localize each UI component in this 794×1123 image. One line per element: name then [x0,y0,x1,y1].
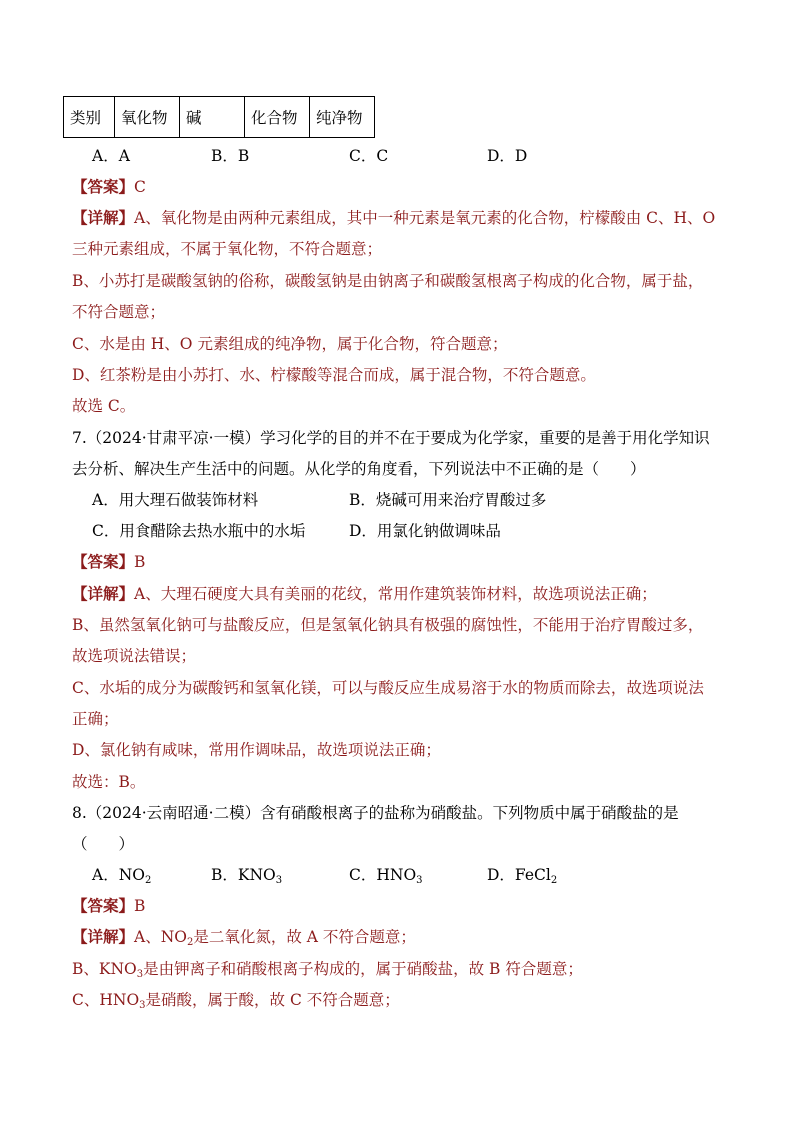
q7-detail-line: D、氯化钠有咸味，常用作调味品，故选项说法正确； [72,741,441,759]
q7-option-d: D．用氯化钠做调味品 [349,522,501,540]
table-row [64,97,375,138]
q7-detail-line: 正确； [72,710,119,728]
answer-tag: 【答案】 [72,552,135,571]
q8-detail-line: C、$HNO_3$是硝酸，属于酸，故 C 不符合题意； [72,991,400,1011]
q6-detail-line: B、小苏打是碳酸氢钠的俗称，碳酸氢钠是由钠离子和碳酸氢根离子构成的化合物，属于盐， [72,272,704,290]
q6-answer [72,177,146,197]
detail-tag: 【详解】 [72,927,135,946]
q8-option-b: B．$KNO_3$ [211,866,283,886]
q8-answer [72,896,145,916]
q8-detail-line: B、$KNO_3$是由钾离子和硝酸根离子构成的，属于硝酸盐，故 B 符合题意； [72,960,583,980]
detail-tag: 【详解】 [72,584,135,603]
detail-text: A、氧化物是由两种元素组成，其中一种元素是氧元素的化合物，柠檬酸由 C、H、O [134,209,716,227]
table-cell: 纯净物 [310,97,375,138]
q6-option-d: D．D [487,147,528,165]
detail-text: A、大理石硬度大具有美丽的花纹，常用作建筑装饰材料，故选项说法正确； [134,585,657,603]
q7-detail-line: C、水垢的成分为碳酸钙和氢氧化镁，可以与酸反应生成易溶于水的物质而除去，故选项说法 [72,679,704,697]
q6-detail-line: 不符合题意； [72,303,166,321]
q6-option-c: C．C [349,147,389,165]
q7-detail-line: B、虽然氢氧化钠可与盐酸反应，但是氢氧化钠具有极强的腐蚀性，不能用于治疗胃酸过多， [72,616,704,634]
q6-detail-line [72,208,715,228]
q7-answer [72,552,145,572]
q7-option-b: B．烧碱可用来治疗胃酸过多 [349,491,547,509]
table-cell: 碱 [180,97,245,138]
q6-option-b: B．B [211,147,250,165]
q6-detail-line: 三种元素组成，不属于氧化物，不符合题意； [72,240,383,258]
classification-table [63,96,375,138]
q8-detail-line: 【详解】A、$NO_2$是二氧化氮，故 A 不符合题意； [72,927,416,948]
table-cell: 类别 [64,97,115,138]
q7-stem-line: 7.（2024·甘肃平凉·一模）学习化学的目的并不在于要成为化学家，重要的是善于用化学知识 [72,429,710,447]
q7-detail-line: 故选项说法错误； [72,647,197,665]
detail-tag: 【详解】 [72,208,135,227]
q7-detail-line: 故选：B。 [72,773,146,791]
q6-detail-line: 故选 C。 [72,397,136,415]
answer-value: B [134,553,146,571]
q7-option-c: C．用食醋除去热水瓶中的水垢 [92,522,306,540]
q6-option-a: A．A [92,147,130,165]
q8-stem-line: （ ） [72,835,135,853]
q7-option-a: A．用大理石做装饰材料 [92,491,259,509]
answer-tag: 【答案】 [72,177,135,196]
q6-detail-line: D、红茶粉是由小苏打、水、柠檬酸等混合而成，属于混合物，不符合题意。 [72,366,596,384]
q7-detail-line [72,584,657,604]
table-cell: 氧化物 [115,97,180,138]
q7-stem-line: 去分析、解决生产生活中的问题。从化学的角度看，下列说法中不正确的是（ ） [72,460,646,478]
q8-option-d: D．FeCl$_2$ [487,866,558,886]
q8-stem-line: 8.（2024·云南昭通·二模）含有硝酸根离子的盐称为硝酸盐。下列物质中属于硝酸盐的是 [72,804,679,822]
answer-value: C [134,178,146,196]
answer-tag: 【答案】 [72,896,135,915]
q8-option-a: A．$NO_2$ [92,866,152,886]
table-cell: 化合物 [245,97,310,138]
answer-value: B [134,897,146,915]
q6-detail-line: C、水是由 H、O 元素组成的纯净物，属于化合物，符合题意； [72,335,508,353]
q8-option-c: C．$HNO_3$ [349,866,423,886]
